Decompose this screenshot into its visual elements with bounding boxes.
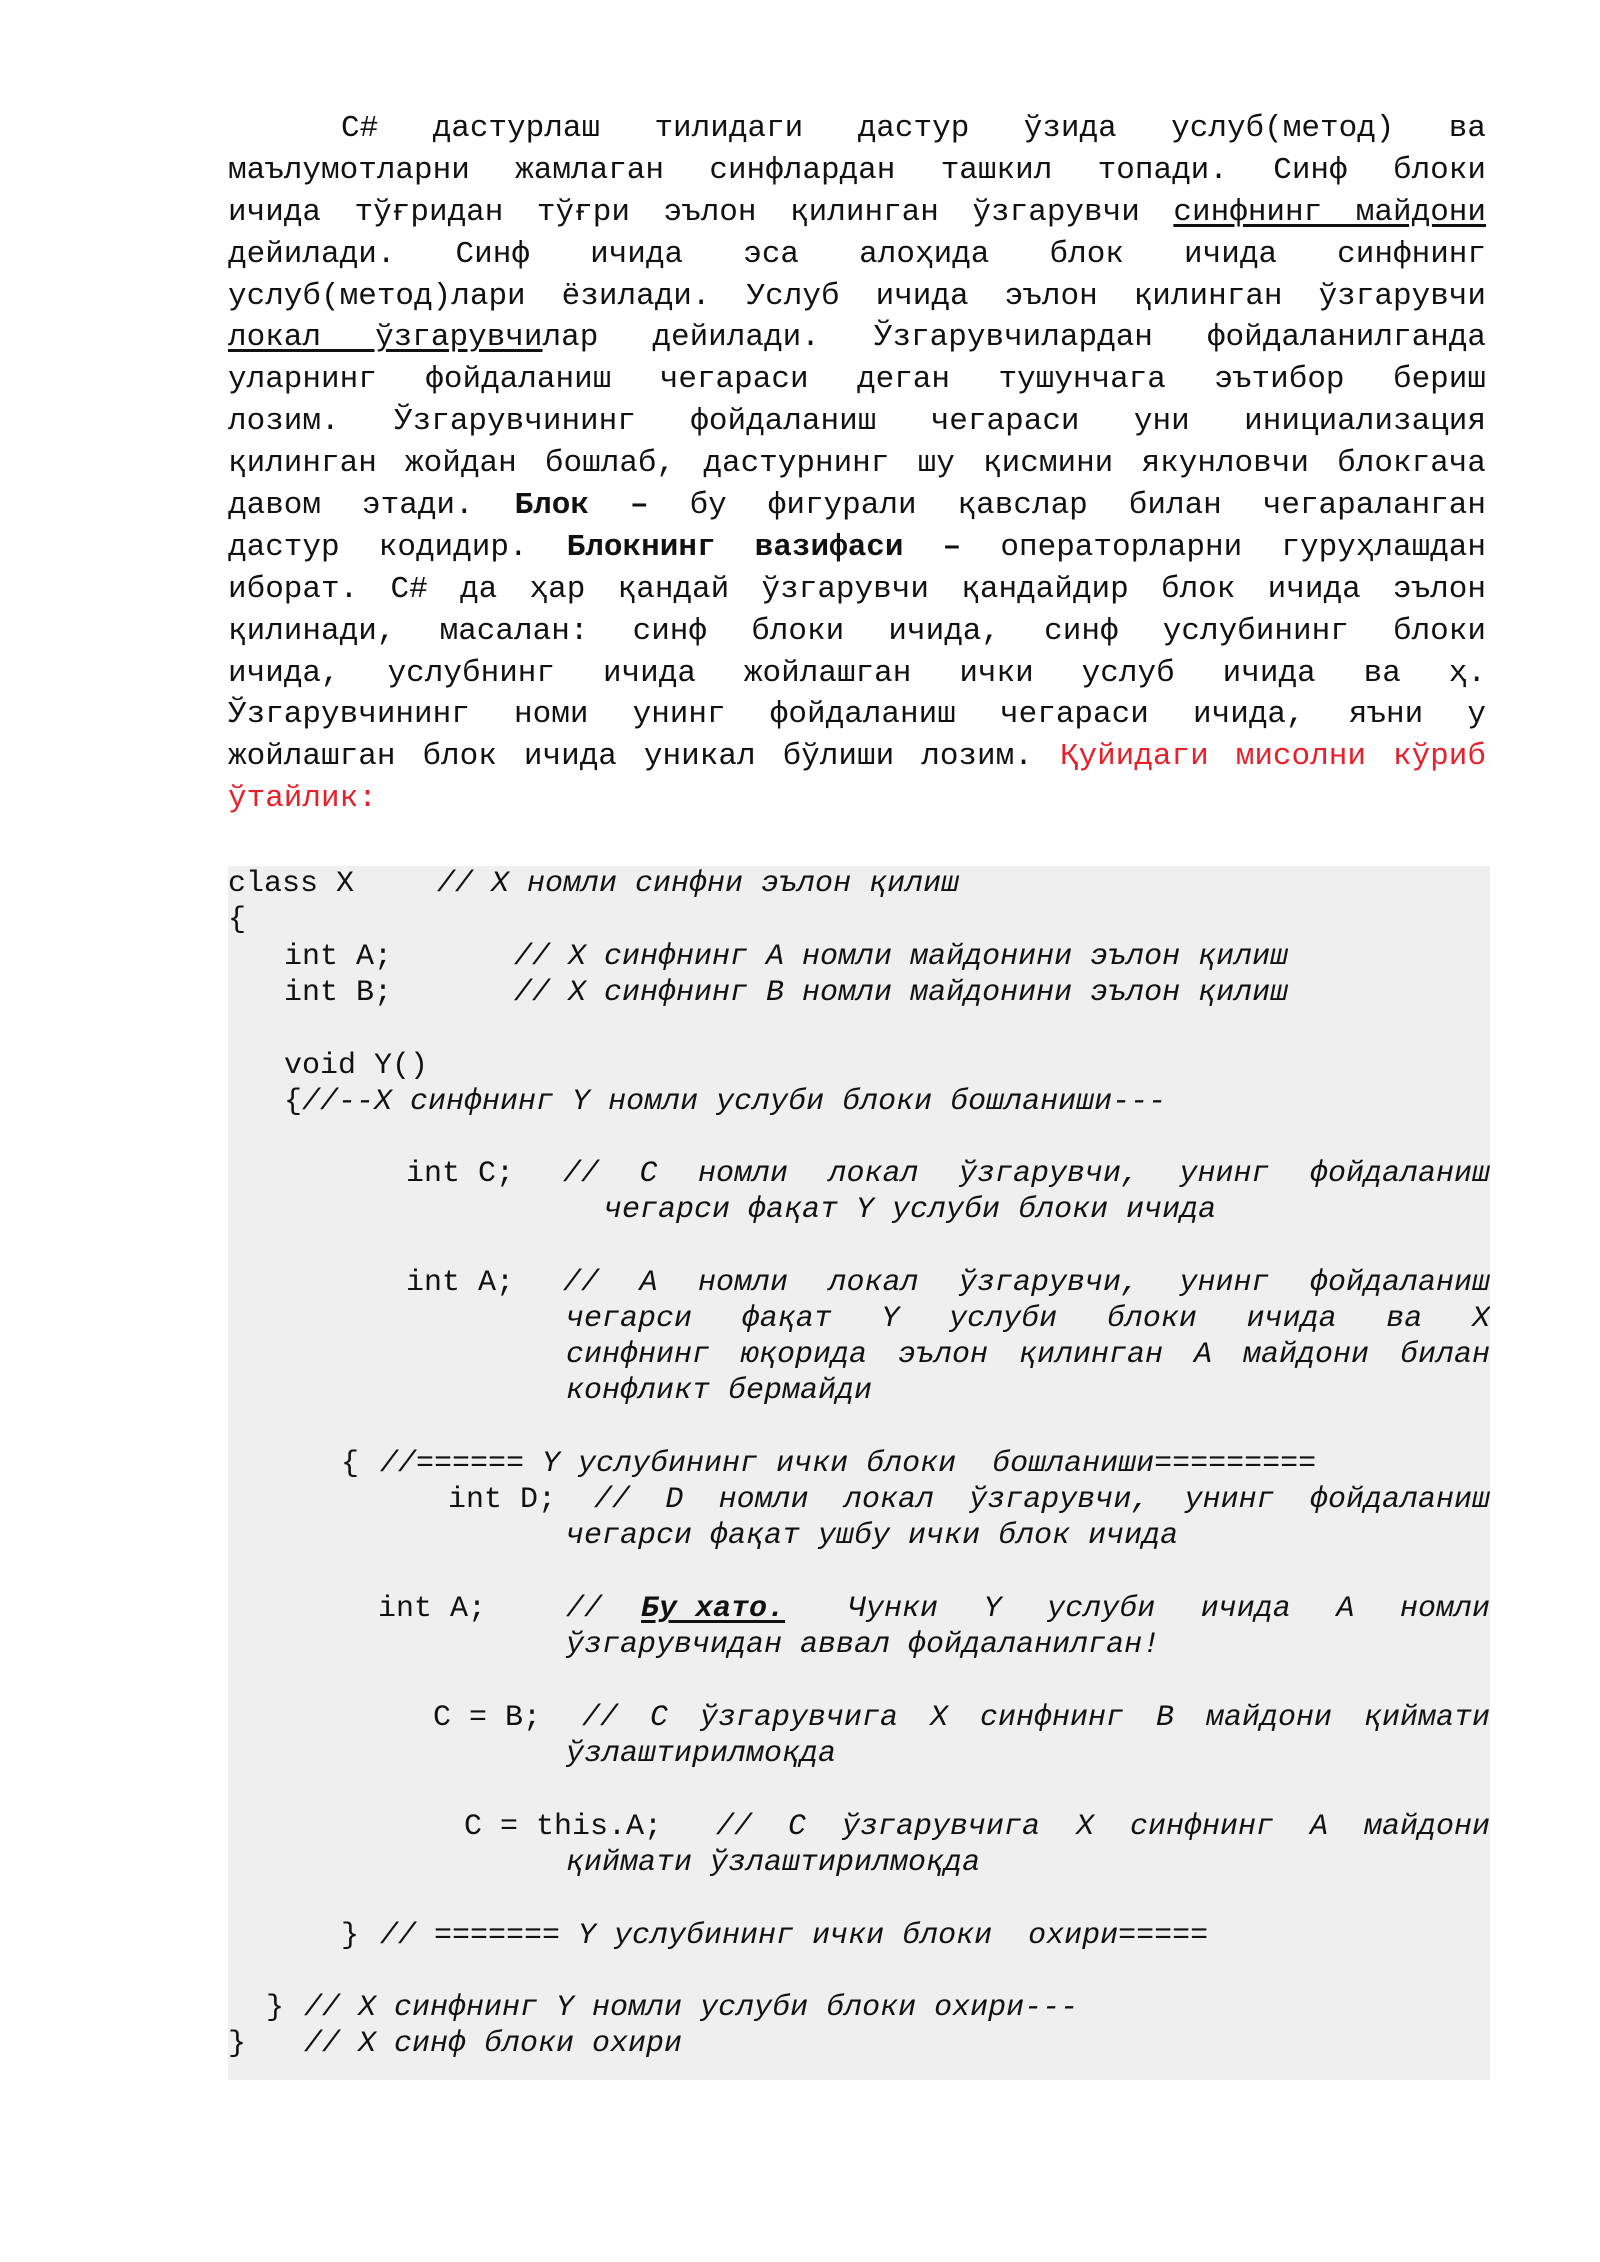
code-comment [566, 1627, 1160, 1663]
paragraph-line: уларнинг фойдаланиш чегараси деган тушунчага эътибор бериш [228, 362, 1486, 398]
code-comment [514, 939, 1288, 975]
text: бу фигурали қавслар билан чегараланган [648, 488, 1486, 524]
code-comment [566, 1518, 1178, 1554]
error-note [641, 1591, 785, 1627]
code-line [228, 902, 246, 938]
code: } [266, 1991, 285, 2025]
comment: // [566, 1592, 603, 1626]
comment: синфнинг юқорида эълон қилинган A майдони билан [566, 1338, 1490, 1372]
code-comment [563, 1265, 1490, 1301]
code-comment [566, 1337, 1490, 1373]
code-block [228, 866, 1490, 2080]
code-line [464, 1809, 662, 1845]
comment: //--X синфнинг Y номли услуби блоки бошланиши--- [302, 1085, 1167, 1119]
paragraph-line: Ўзгарувчининг номи унинг фойдаланиш чегараси ичида, яъни у [228, 697, 1486, 733]
comment: // X синфнинг Y номли услуби блоки охири--- [304, 1991, 1079, 2025]
code-comment [566, 1736, 836, 1772]
code-comment [566, 1845, 980, 1881]
comment: // X синфнинг B номли майдонини эълон қилиш [514, 976, 1289, 1010]
code-line [284, 1084, 1166, 1120]
paragraph-line: лозим. Ўзгарувчининг фойдаланиш чегараси уни инициализация [228, 404, 1486, 440]
paragraph-line: C# дастурлаш тилидаги дастур ўзида услуб(метод) ва [341, 111, 1486, 146]
term-local-variable: локал ўзгарувчи [228, 320, 543, 356]
code-line [284, 1048, 428, 1084]
code: int A; [378, 1592, 487, 1626]
code: int B; [284, 976, 393, 1010]
term-class-field: синфнинг майдони [1173, 194, 1486, 230]
comment: // C ўзгарувчига X синфнинг B майдони қиймати [582, 1701, 1490, 1735]
paragraph-line: ўтайлик: [228, 781, 377, 817]
code-line [406, 1156, 514, 1192]
code-comment [566, 1373, 872, 1409]
comment: //====== Y услубининг ички блоки бошланиши========= [380, 1447, 1317, 1481]
code-comment [594, 1482, 1490, 1518]
code-line [341, 1446, 359, 1482]
code: C = B; [433, 1701, 542, 1735]
code-line [228, 866, 354, 902]
code: int C; [406, 1157, 515, 1191]
code: int D; [448, 1483, 557, 1517]
comment: қиймати ўзлаштирилмоқда [566, 1846, 981, 1880]
code-line [284, 975, 392, 1011]
code-comment [563, 1156, 1490, 1192]
code-comment [304, 1990, 1078, 2026]
comment: Чунки Y услуби ичида A номли [848, 1592, 1490, 1626]
comment: конфликт бермайди [566, 1374, 873, 1408]
code: } [341, 1919, 360, 1953]
comment: // C ўзгарувчига X синфнинг A майдони [716, 1810, 1490, 1844]
text: жойлашган блок ичида уникал бўлиши лозим. [228, 739, 1060, 775]
code: C = this.A; [464, 1810, 663, 1844]
term-block-purpose: Блокнинг вазифаси – [566, 529, 962, 565]
code: } [228, 2027, 247, 2061]
comment: // A номли локал ўзгарувчи, унинг фойдаланиш [563, 1266, 1490, 1300]
code-comment [604, 1192, 1216, 1228]
code: int A; [406, 1266, 515, 1300]
code: void Y() [284, 1049, 429, 1083]
comment: // X синфнинг A номли майдонини эълон қилиш [514, 940, 1289, 974]
comment: чегарси фақат Y услуби блоки ичида ва X [566, 1302, 1490, 1336]
paragraph-line [228, 192, 1486, 234]
paragraph-line [228, 485, 1486, 527]
paragraph-line: иборат. C# да ҳар қандай ўзгарувчи қандайдир блок ичида эълон [228, 571, 1486, 607]
code-comment [566, 1301, 1490, 1337]
comment: // D номли локал ўзгарувчи, унинг фойдаланиш [594, 1483, 1490, 1517]
code-line [341, 1918, 359, 1954]
paragraph-line: услуб(метод)лари ёзилади. Услуб ичида эълон қилинган ўзгарувчи [228, 278, 1486, 314]
paragraph-line [228, 527, 1486, 569]
comment: // X синф блоки охири [304, 2027, 683, 2061]
text: лар дейилади. Ўзгарувчилардан фойдаланилганда [542, 320, 1486, 356]
comment: чегарси фақат Y услуби блоки ичида [604, 1193, 1217, 1227]
paragraph-line: ичида, услубнинг ичида жойлашган ички услуб ичида ва ҳ. [228, 655, 1486, 691]
text: операторларни гуруҳлашдан [961, 529, 1486, 565]
example-intro-red: Қуйидаги мисолни кўриб [1059, 739, 1486, 775]
paragraph-line: қилинган жойдан бошлаб, дастурнинг шу қисмини якунловчи блокгача [228, 446, 1486, 482]
comment: ўзлаштирилмоқда [566, 1737, 837, 1771]
error-label: Бу хато. [641, 1592, 786, 1626]
comment: чегарси фақат ушбу ички блок ичида [566, 1519, 1179, 1553]
paragraph-line: дейилади. Синф ичида эса алоҳида блок ичида синфнинг [228, 236, 1486, 272]
code-comment [848, 1591, 1490, 1627]
code: { [284, 1085, 303, 1119]
text: давом этади. [228, 488, 515, 524]
comment: // ======= Y услубининг ички блоки охири===== [380, 1919, 1209, 1953]
code-line [266, 1990, 284, 2026]
code-line [433, 1700, 541, 1736]
paragraph-line [228, 736, 1486, 778]
code-comment [566, 1591, 602, 1627]
comment: // C номли локал ўзгарувчи, унинг фойдаланиш [563, 1157, 1490, 1191]
term-block: Блок – [514, 488, 649, 524]
text: ичида тўғридан тўғри эълон қилинган ўзгарувчи [228, 194, 1174, 230]
comment: ўзгарувчидан аввал фойдаланилган! [566, 1628, 1161, 1662]
code-line [284, 939, 392, 975]
code-line [228, 2026, 246, 2062]
code-comment [380, 1446, 1316, 1482]
paragraph-line: маълумотларни жамлаган синфлардан ташкил топади. Синф блоки [228, 152, 1486, 188]
paragraph-line: қилинади, масалан: синф блоки ичида, синф услубининг блоки [228, 613, 1486, 649]
intro-paragraph [228, 108, 1486, 820]
text: дастур кодидир. [228, 529, 567, 565]
code-line [406, 1265, 514, 1301]
code-comment [437, 866, 959, 902]
code-comment [514, 975, 1288, 1011]
code-line [448, 1482, 556, 1518]
code-line [378, 1591, 486, 1627]
code-comment [380, 1918, 1208, 1954]
comment: // X номли синфни эълон қилиш [437, 867, 960, 901]
code: { [341, 1447, 360, 1481]
code-comment [582, 1700, 1490, 1736]
code: { [228, 903, 247, 937]
code: class X [228, 867, 355, 901]
paragraph-line [228, 317, 1486, 359]
code-comment [304, 2026, 682, 2062]
code-comment [716, 1809, 1490, 1845]
code: int A; [284, 940, 393, 974]
